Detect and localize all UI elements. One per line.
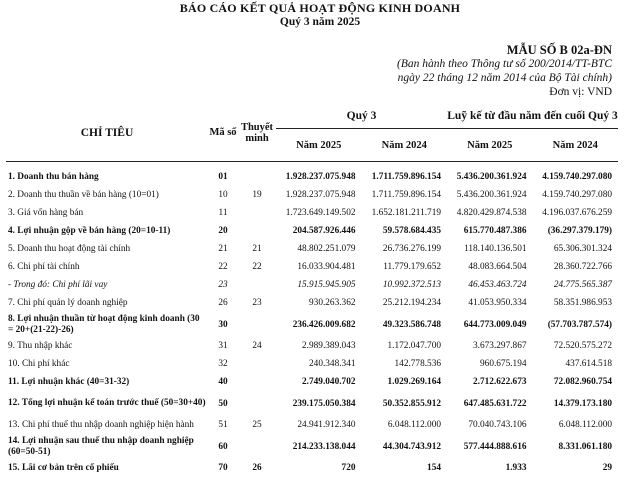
row-note-ref: 26: [252, 463, 262, 473]
row-q3-2024-value: 50.352.855.912: [382, 398, 441, 409]
row-note-ref: 24: [252, 341, 262, 351]
row-code: 32: [218, 359, 228, 369]
row-item-name: 10. Chi phí khác: [8, 359, 70, 369]
row-code: 10: [218, 190, 228, 200]
row-item-name: 8. Lợi nhuận thuần từ hoạt động kinh doanh (30 = 20+(21-22)-26): [8, 314, 200, 335]
row-code: 51: [218, 420, 228, 430]
row-item-name: 3. Giá vốn hàng bán: [8, 208, 84, 218]
table-row: [6, 276, 618, 294]
header-item: CHỈ TIÊU: [6, 104, 208, 162]
row-note-ref: [238, 276, 276, 294]
row-note-ref: 19: [252, 190, 262, 200]
row-ytd-2024-value: 58.351.986.953: [553, 298, 612, 308]
row-ytd-2024-value: 72.520.575.272: [553, 341, 612, 351]
row-item-name: - Trong đó: Chi phí lãi vay: [8, 280, 108, 290]
row-q3-2024-value: 26.736.276.199: [382, 244, 441, 254]
row-q3-2024-value: 10.992.372.513: [382, 280, 441, 290]
row-ytd-2024-value: 65.306.301.324: [553, 244, 612, 254]
row-q3-2025-value: 214.233.138.044: [292, 441, 356, 452]
row-item-name: 4. Lợi nhuận gộp về bán hàng (20=10-11): [8, 226, 171, 236]
row-ytd-2024-value: 14.379.173.180: [553, 398, 612, 409]
header-q3: Quý 3: [276, 104, 447, 129]
row-ytd-2025-value: 4.820.429.874.538: [456, 208, 527, 218]
row-q3-2024-value: 154: [427, 463, 441, 473]
row-q3-2025-value: 48.802.251.079: [297, 244, 356, 254]
row-ytd-2025-value: 960.675.194: [480, 359, 527, 369]
row-item-name: 12. Tổng lợi nhuận kế toán trước thuế (50=30+40): [8, 398, 206, 409]
row-item-name: 5. Doanh thu hoạt động tài chính: [8, 244, 131, 254]
row-ytd-2024-value: 24.775.565.387: [553, 280, 612, 290]
row-ytd-2024-value: 29: [602, 463, 612, 473]
row-q3-2024-value: 1.029.269.164: [387, 377, 441, 387]
row-ytd-2025-value: 577.444.888.616: [463, 441, 527, 452]
form-number: MẪU SỐ B 02a-ĐN: [506, 43, 612, 57]
row-q3-2024-value: 11.779.179.652: [383, 262, 441, 272]
report-subtitle: Quý 3 năm 2025: [279, 16, 361, 28]
row-code: 60: [218, 441, 228, 452]
row-item-name: 13. Chi phí thuế thu nhập doanh nghiệp hiện hành: [8, 420, 194, 430]
row-code: 30: [218, 319, 228, 330]
table-row: [6, 258, 618, 276]
row-q3-2025-value: 720: [341, 463, 356, 473]
table-row: [6, 186, 618, 204]
row-ytd-2025-value: 1.933: [505, 463, 527, 473]
table-row: [6, 459, 618, 477]
row-q3-2024-value: 142.778.536: [394, 359, 441, 369]
header-ytd-2025: Năm 2025: [447, 129, 533, 162]
row-ytd-2025-value: 70.040.743.106: [468, 420, 527, 430]
row-code: 11: [218, 208, 228, 218]
row-q3-2025-value: 240.348.341: [309, 359, 356, 369]
row-q3-2024-value: 59.578.684.435: [382, 226, 441, 236]
row-note-ref: [238, 355, 276, 373]
row-ytd-2024-value: 72.082.960.754: [553, 377, 612, 387]
row-ytd-2024-value: 4.196.037.676.259: [542, 208, 612, 218]
row-q3-2025-value: 1.928.237.075.948: [285, 172, 356, 182]
row-ytd-2024-value: 6.048.112.000: [558, 420, 612, 430]
row-ytd-2025-value: 647.485.631.722: [463, 398, 527, 409]
row-q3-2024-value: 1.711.759.896.154: [371, 172, 441, 182]
row-q3-2025-value: 1.928.237.075.948: [285, 190, 356, 200]
row-code: 70: [218, 463, 228, 473]
row-note-ref: [238, 373, 276, 391]
row-ytd-2025-value: 118.140.136.501: [464, 244, 527, 254]
row-q3-2025-value: 236.426.009.682: [292, 319, 356, 330]
regulation-note-line-1: (Ban hành theo Thông tư số 200/2014/TT-BTC: [397, 58, 612, 70]
row-item-name: 9. Thu nhập khác: [8, 341, 73, 351]
table-row: [6, 162, 618, 187]
row-note-ref: [238, 222, 276, 240]
row-q3-2025-value: 16.033.904.481: [297, 262, 356, 272]
row-note-ref: 22: [252, 262, 262, 272]
row-q3-2025-value: 1.723.649.149.502: [285, 208, 356, 218]
row-code: 50: [218, 398, 228, 409]
row-note-ref: [238, 162, 276, 187]
row-ytd-2024-value: 28.360.722.766: [553, 262, 612, 272]
row-ytd-2024-value: 8.331.061.180: [558, 441, 612, 452]
row-note-ref: [238, 312, 276, 337]
row-ytd-2024-value: 437.614.518: [565, 359, 612, 369]
row-ytd-2025-value: 46.453.463.724: [468, 280, 527, 290]
row-note-ref: [238, 391, 276, 416]
row-note-ref: [238, 204, 276, 222]
row-q3-2025-value: 15.915.945.905: [297, 280, 356, 290]
table-row: [6, 373, 618, 391]
row-code: 21: [218, 244, 228, 254]
regulation-note-line-2: ngày 22 tháng 12 năm 2014 của Bộ Tài chính): [397, 72, 612, 84]
row-ytd-2025-value: 5.436.200.361.924: [456, 172, 527, 182]
row-note-ref: 25: [252, 420, 262, 430]
row-ytd-2025-value: 2.712.622.673: [473, 377, 527, 387]
row-code: 40: [218, 377, 228, 387]
row-item-name: 15. Lãi cơ bản trên cổ phiếu: [8, 463, 119, 473]
row-code: 23: [218, 280, 228, 290]
row-note-ref: 21: [252, 244, 262, 254]
row-q3-2025-value: 2.749.040.702: [302, 377, 356, 387]
row-ytd-2025-value: 615.770.487.386: [463, 226, 527, 236]
report-title: BÁO CÁO KẾT QUẢ HOẠT ĐỘNG KINH DOANH: [179, 1, 461, 15]
row-q3-2025-value: 24.941.912.340: [297, 420, 356, 430]
header-q3-2024: Năm 2024: [362, 129, 448, 162]
row-item-name: 11. Lợi nhuận khác (40=31-32): [8, 377, 130, 387]
row-q3-2024-value: 1.711.759.896.154: [371, 190, 441, 200]
table-row: [6, 312, 618, 337]
row-q3-2025-value: 204.587.926.446: [292, 226, 356, 236]
row-code: 26: [218, 298, 228, 308]
header-ytd-2024: Năm 2024: [533, 129, 619, 162]
table-row: [6, 434, 618, 459]
row-q3-2024-value: 1.172.047.700: [387, 341, 441, 351]
table-row: [6, 391, 618, 416]
row-ytd-2025-value: 48.083.664.504: [468, 262, 527, 272]
header-q3-2025: Năm 2025: [276, 129, 362, 162]
row-code: 22: [218, 262, 228, 272]
table-row: [6, 222, 618, 240]
row-q3-2025-value: 239.175.050.384: [292, 398, 356, 409]
row-note-ref: [238, 434, 276, 459]
table-row: [6, 240, 618, 258]
row-item-name: 1. Doanh thu bán hàng: [8, 172, 99, 182]
table-row: [6, 204, 618, 222]
row-ytd-2025-value: 41.053.950.334: [468, 298, 527, 308]
currency-unit: Đơn vị: VND: [549, 86, 612, 98]
row-q3-2025-value: 930.263.362: [309, 298, 356, 308]
row-ytd-2025-value: 5.436.200.361.924: [456, 190, 527, 200]
row-ytd-2024-value: 4.159.740.297.080: [542, 172, 612, 182]
row-item-name: 7. Chi phí quản lý doanh nghiệp: [8, 298, 128, 308]
table-row: [6, 416, 618, 434]
row-ytd-2024-value: (36.297.379.179): [547, 226, 612, 236]
table-row: [6, 337, 618, 355]
row-code: 31: [218, 341, 228, 351]
row-ytd-2025-value: 644.773.009.049: [463, 319, 527, 330]
header-code: Mã số: [208, 104, 238, 162]
row-ytd-2024-value: 4.159.740.297.080: [542, 190, 612, 200]
row-q3-2025-value: 2.989.389.043: [302, 341, 356, 351]
row-code: 01: [218, 172, 228, 182]
table-row: [6, 294, 618, 312]
row-item-name: 14. Lợi nhuận sau thuế thu nhập doanh nghiệp (60=50-51): [8, 436, 194, 457]
header-note: Thuyết minh: [238, 104, 276, 162]
row-ytd-2024-value: (57.703.787.574): [547, 319, 612, 330]
row-note-ref: 23: [252, 298, 262, 308]
row-q3-2024-value: 49.323.586.748: [382, 319, 441, 330]
header-ytd: Luỹ kế từ đầu năm đến cuối Quý 3: [447, 104, 618, 129]
row-q3-2024-value: 6.048.112.000: [387, 420, 441, 430]
table-row: [6, 355, 618, 373]
row-ytd-2025-value: 3.673.297.867: [473, 341, 527, 351]
row-item-name: 2. Doanh thu thuần về bán hàng (10=01): [8, 190, 159, 200]
row-q3-2024-value: 25.212.194.234: [382, 298, 441, 308]
row-item-name: 6. Chi phí tài chính: [8, 262, 80, 272]
income-statement-table: [6, 104, 618, 477]
row-code: 20: [218, 226, 228, 236]
row-q3-2024-value: 1.652.181.211.719: [371, 208, 441, 218]
row-q3-2024-value: 44.304.743.912: [382, 441, 441, 452]
